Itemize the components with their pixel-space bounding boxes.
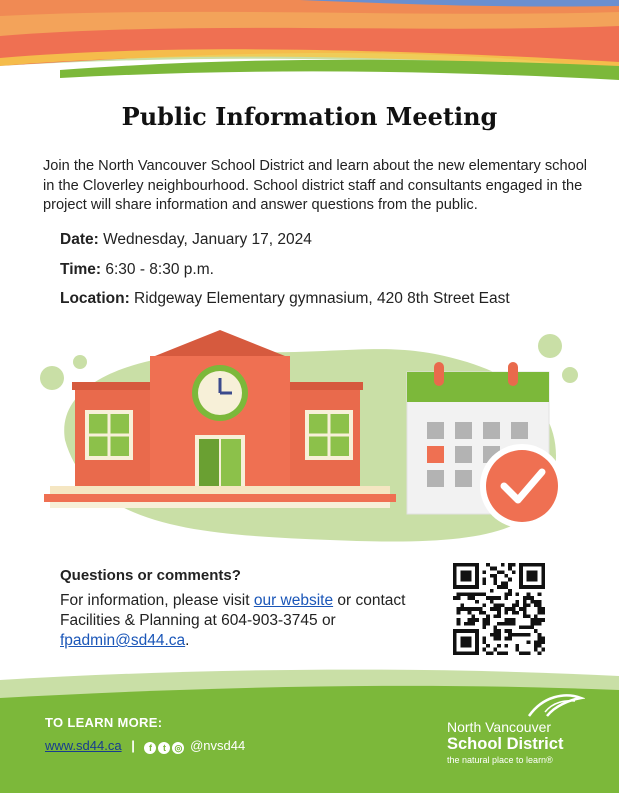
- time-row: [60, 261, 214, 279]
- email-link[interactable]: fpadmin@sd44.ca: [60, 632, 186, 649]
- questions-body: [60, 591, 420, 651]
- footer-links: [45, 738, 245, 754]
- intro-paragraph: Join the North Vancouver School District and learn about the new elementary school in the Cloverley neighbourhood. School district staff and consultants engaged in the project will share information and answer questions from the public.: [43, 158, 588, 213]
- questions-text-3: .: [185, 632, 190, 649]
- date-row: [60, 231, 312, 249]
- school-calendar-illustration: [30, 320, 590, 550]
- calendar-icon: [407, 362, 564, 528]
- time-label: Time:: [60, 261, 102, 278]
- twitter-icon[interactable]: t: [158, 742, 170, 754]
- location-label: Location:: [60, 290, 130, 307]
- header-banner: [0, 0, 619, 90]
- website-link[interactable]: our website: [253, 592, 334, 609]
- logo-line-2: School District: [447, 735, 564, 753]
- page-title: Public Information Meeting: [121, 102, 498, 131]
- leaf-logo-icon: [525, 692, 585, 720]
- social-handle[interactable]: @nvsd44: [190, 738, 246, 753]
- questions-text-1: For information, please visit: [60, 592, 254, 609]
- location-row: [60, 290, 510, 308]
- logo-line-1: North Vancouver: [447, 719, 552, 735]
- date-value: Wednesday, January 17, 2024: [98, 231, 312, 248]
- footer-website-link[interactable]: www.sd44.ca: [45, 738, 122, 753]
- qr-code[interactable]: [453, 563, 545, 655]
- location-value: Ridgeway Elementary gymnasium, 420 8th Street East: [129, 290, 510, 307]
- date-label: Date:: [60, 231, 99, 248]
- facebook-icon[interactable]: f: [144, 742, 156, 754]
- footer-separator: |: [131, 738, 135, 753]
- instagram-icon[interactable]: ◎: [172, 742, 184, 754]
- learn-more-label: TO LEARN MORE:: [45, 715, 163, 730]
- questions-text-2: or contact Facilities & Planning at 604-903-3745 or: [60, 592, 406, 629]
- questions-heading: Questions or comments?: [60, 567, 241, 584]
- time-value: 6:30 - 8:30 p.m.: [101, 261, 214, 278]
- logo-tagline: the natural place to learn®: [447, 755, 553, 765]
